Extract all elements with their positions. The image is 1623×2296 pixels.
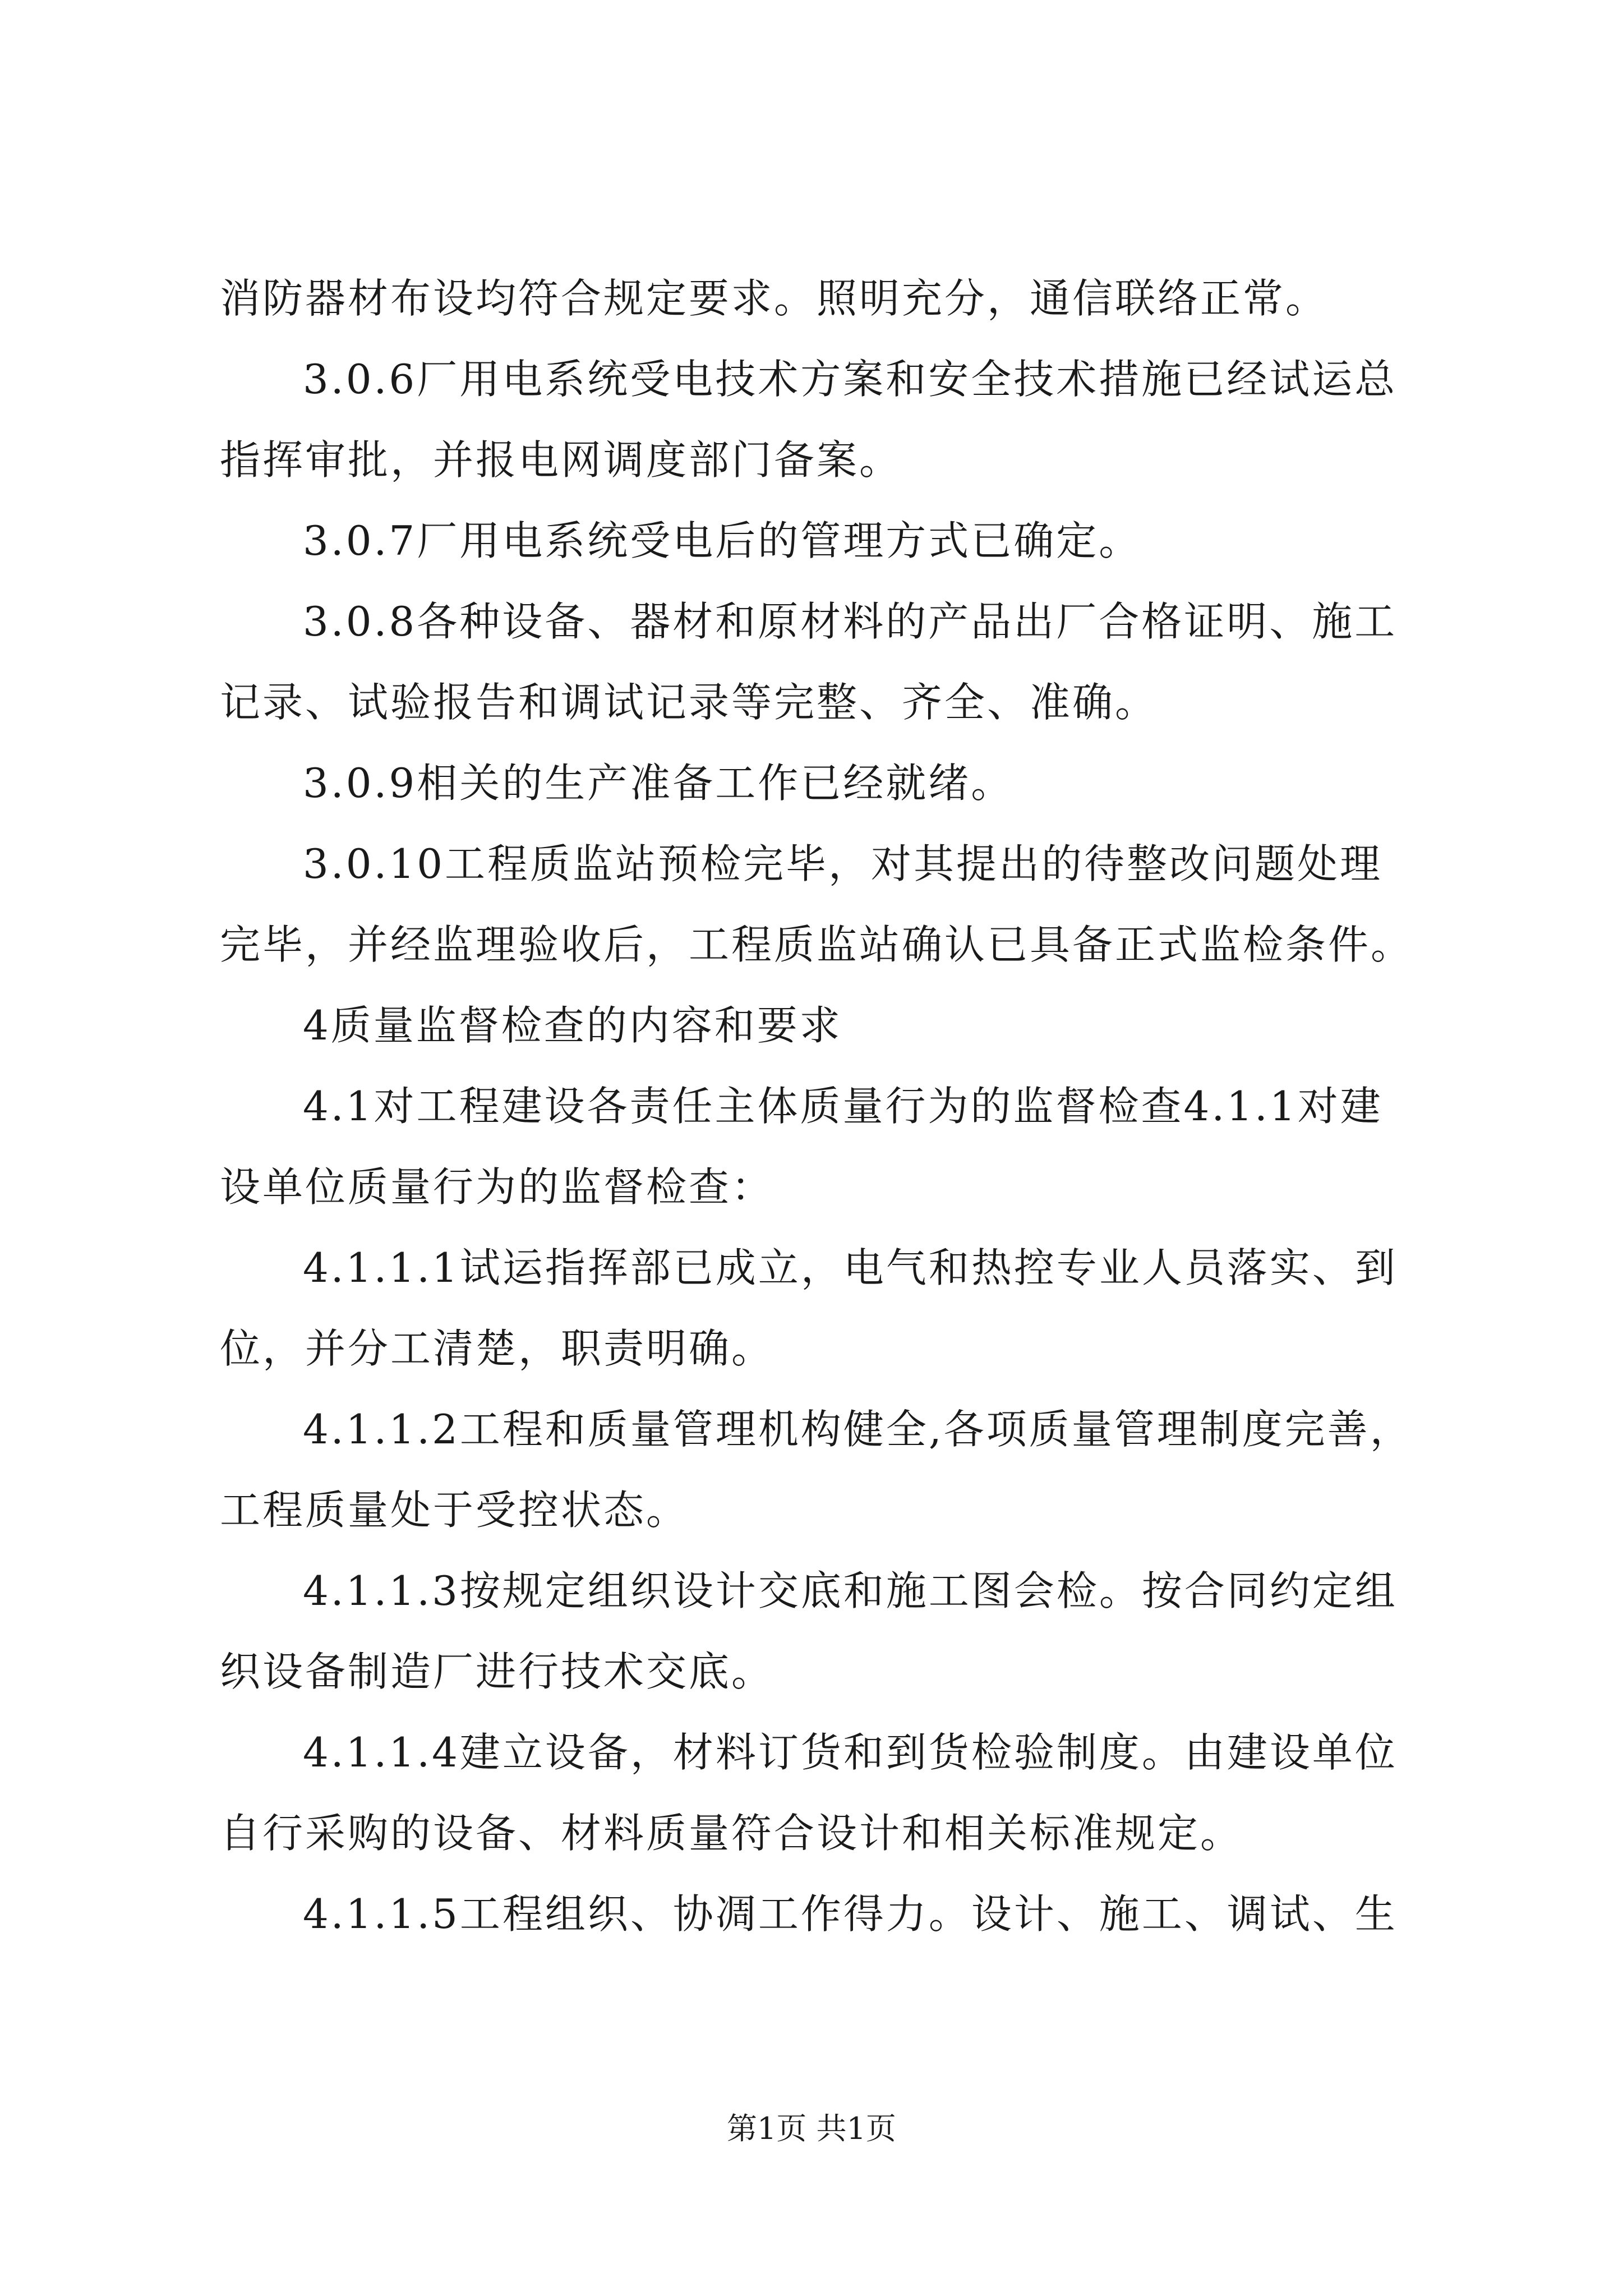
paragraph-line: 3.0.8各种设备、器材和原材料的产品出厂合格证明、施工	[303, 598, 1398, 645]
paragraph-line: 4.1.1.4建立设备，材料订货和到货检验制度。由建设单位	[303, 1729, 1398, 1776]
paragraph-line: 消防器材布设均符合规定要求。照明充分，通信联络正常。	[220, 275, 1329, 322]
paragraph-line: 4.1.1.3按规定组织设计交底和施工图会检。按合同约定组	[303, 1567, 1398, 1614]
paragraph-line: 记录、试验报告和调试记录等完整、齐全、准确。	[220, 679, 1158, 726]
paragraph-line: 3.0.9相关的生产准备工作已经就绪。	[303, 760, 1014, 807]
paragraph-line: 自行采购的设备、材料质量符合设计和相关标准规定。	[220, 1810, 1243, 1857]
paragraph-line: 4.1.1.1试运指挥部已成立，电气和热控专业人员落实、到	[303, 1244, 1398, 1291]
page-footer: 第1页 共1页	[727, 2111, 896, 2146]
paragraph-line: 织设备制造厂进行技术交底。	[220, 1648, 774, 1695]
paragraph-line: 完毕，并经监理验收后，工程质监站确认已具备正式监检条件。	[220, 921, 1414, 968]
paragraph-line: 指挥审批，并报电网调度部门备案。	[220, 436, 902, 484]
section-heading: 4质量监督检查的内容和要求	[303, 1002, 842, 1049]
paragraph-line: 3.0.6厂用电系统受电技术方案和安全技术措施已经试运总	[303, 356, 1398, 403]
paragraph-line: 设单位质量行为的监督检查：	[220, 1163, 774, 1211]
paragraph-line: 4.1对工程建设各责任主体质量行为的监督检查4.1.1对建	[303, 1083, 1383, 1130]
document-body	[220, 258, 1431, 1954]
paragraph-line: 位，并分工清楚，职责明确。	[220, 1325, 774, 1372]
paragraph-line: 3.0.7厂用电系统受电后的管理方式已确定。	[303, 517, 1142, 564]
paragraph-line: 4.1.1.5工程组织、协凋工作得力。设计、施工、调试、生	[303, 1890, 1398, 1938]
paragraph-line: 3.0.10工程质监站预检完毕，对其提出的待整改问题处理	[303, 840, 1383, 887]
paragraph-line: 工程质量处于受控状态。	[220, 1487, 689, 1534]
paragraph-line: 4.1.1.2工程和质量管理机构健全,各项质量管理制度完善，	[303, 1406, 1413, 1453]
